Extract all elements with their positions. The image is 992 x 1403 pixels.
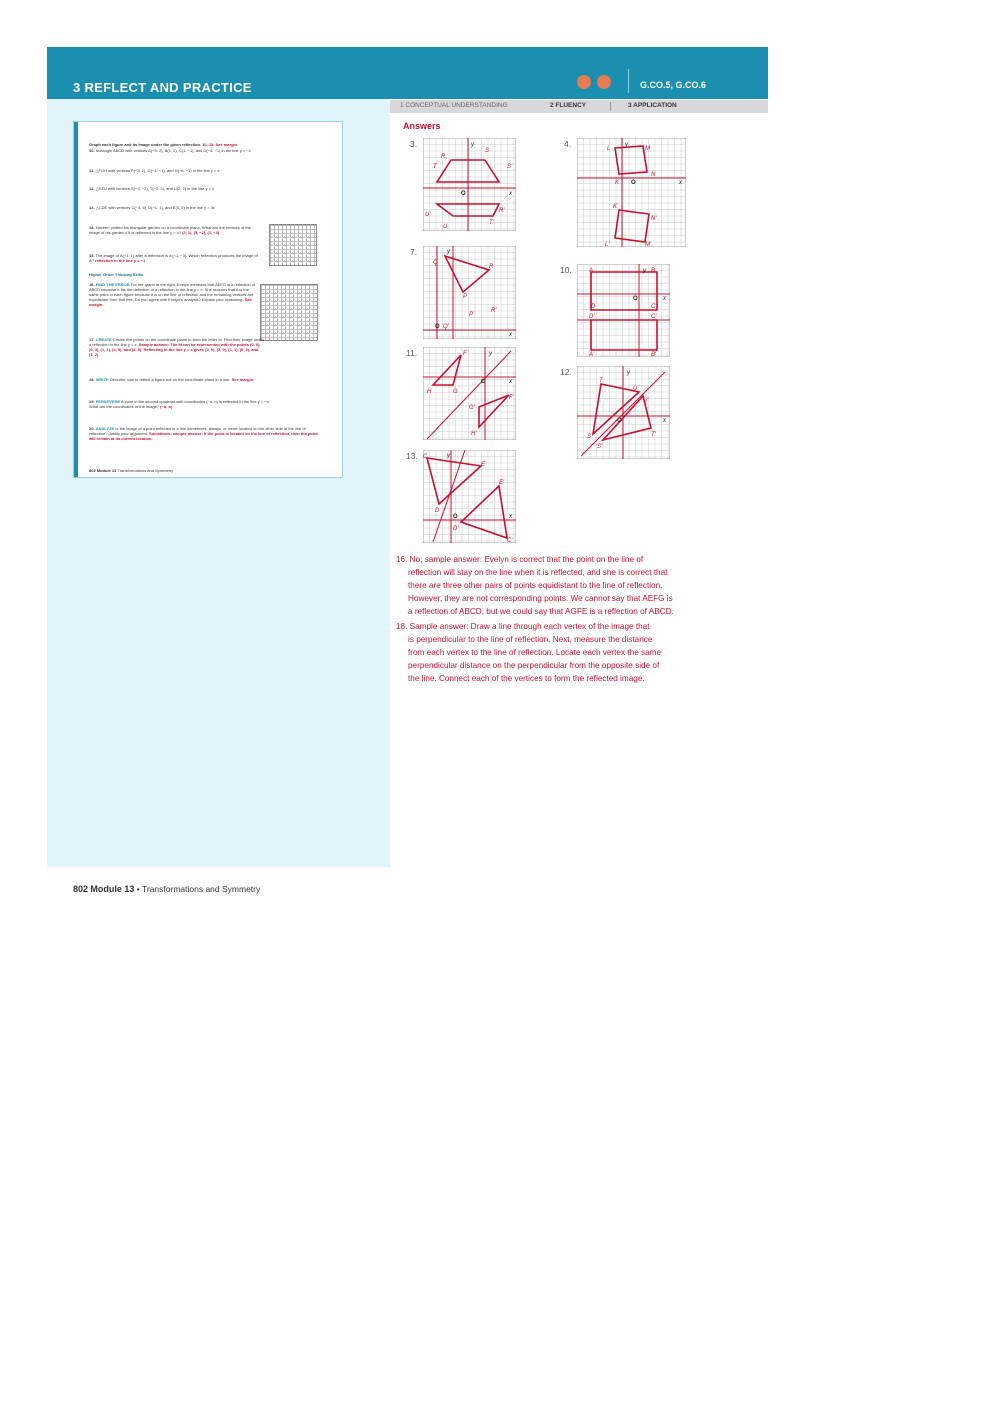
answer-18-line-3: from each vertex to the line of reflection. Locate each vertex the same <box>408 648 662 657</box>
item-num: 20. <box>89 426 95 431</box>
item-text: Describe how to reflect a figure not on the coordinate plane in a line. <box>109 377 231 382</box>
label-C-prime: C' <box>651 314 657 320</box>
item-num: 17. <box>89 337 95 342</box>
graph-16-thumbnail <box>260 284 318 341</box>
label-G-prime: G' <box>469 405 475 411</box>
item-18 <box>89 377 254 382</box>
label-D-prime: D' <box>589 314 595 320</box>
item-17 <box>89 337 264 357</box>
label-T-prime: T' <box>651 432 656 438</box>
section-title: 3 REFLECT AND PRACTICE <box>73 80 252 95</box>
label-K-prime: K' <box>613 204 619 210</box>
answer-18-line-4: perpendicular distance on the perpendicular from the opposite side of <box>408 661 660 670</box>
thumbnail-edge <box>74 122 78 477</box>
label-A-prime: A' <box>589 352 595 357</box>
answer-16-text: No; sample answer: Evelyn is correct that the point on the line of <box>409 555 644 564</box>
label-Q-prime: Q' <box>443 324 449 330</box>
item-num: 16. <box>89 282 95 287</box>
item-text: △FGH with vertices F(−3, 2), G(−4, −1), and H(−6, −1) in the line y = x <box>95 168 220 173</box>
answer-18 <box>396 620 716 685</box>
answer-18-text: Sample answer: Draw a line through each vertex of the image that <box>409 622 650 631</box>
thumb-title: Transformations and Symmetry <box>117 468 174 473</box>
label-C-prime: C' <box>507 538 513 543</box>
label-S: S <box>485 148 490 154</box>
level-conceptual: 1 CONCEPTUAL UNDERSTANDING <box>400 102 508 109</box>
label-origin: O <box>633 296 638 302</box>
hots-heading: Higher-Order Thinking Skills <box>89 272 144 277</box>
label-origin: O <box>617 418 622 424</box>
answer-number-13: 13. <box>406 451 418 461</box>
directions-text: Graph each figure and its image under the given reflection. <box>89 142 202 147</box>
answers-title: Answers <box>403 121 441 131</box>
level-divider <box>610 102 611 111</box>
answer-16-line-2: reflection will stay on the line when it is reflected, and she is correct that <box>408 568 668 577</box>
answer-18-line-5: the line. Connect each of the vertices to form the reflected image. <box>408 674 645 683</box>
label-y: y <box>625 142 628 148</box>
item-text: For the graph at the right, Evelyn mentions that AEFG is a reflection of ABCD because it fits the definition of a reflection in the line y = x. She reasons that A is the same point in each figure because it is on the line of reflection and the remaining vertices are equidistant from that line. Do you agree with Evelyn's analysis? Explain your reasoning. <box>89 282 256 302</box>
item-text: rectangle ABCD with vertices A(−5, 2), B(1, 2), C(1, −1), and D(−5, −1) in the line y = −2 <box>95 148 251 153</box>
item-12 <box>89 186 214 191</box>
label-U-prime: U' <box>643 398 649 404</box>
page-number: 802 <box>73 884 89 894</box>
item-13 <box>89 205 215 210</box>
label-N-prime: N' <box>651 216 657 222</box>
label-F: F <box>463 351 467 357</box>
item-answer: See margin. <box>89 297 252 307</box>
label-y: y <box>643 268 646 274</box>
label-R: R <box>489 264 494 270</box>
graph-11 <box>423 347 516 440</box>
graph-4 <box>577 138 686 247</box>
item-20 <box>89 426 319 441</box>
item-answer: Sometimes; sample answer: If the point is located on the line of reflection, then the point will remain at its current location. <box>89 431 318 441</box>
directions <box>89 142 238 147</box>
answer-number-10: 10. <box>560 265 572 275</box>
answer-18-num: 18. <box>396 622 408 631</box>
directions-note: 10–13. See margin. <box>202 142 239 147</box>
thumbnail-footer <box>89 468 173 473</box>
thumb-page-number: 802 <box>89 468 96 473</box>
answer-16-line-1 <box>396 553 716 566</box>
item-text: A point in the second quadrant with coordinates (−a, b) is reflected in the line y = −x. What are the coordinates of the image? <box>89 399 270 409</box>
label-Q: Q <box>433 260 438 266</box>
graph-7 <box>423 246 516 339</box>
label-T-prime: T' <box>489 220 494 226</box>
label-origin: O <box>435 324 440 330</box>
standards-label: G.CO.5, G.CO.6 <box>640 80 707 90</box>
pair-icon <box>597 75 611 89</box>
item-label: PERSEVERE <box>95 399 121 404</box>
label-origin: O <box>631 180 636 186</box>
label-L-prime: L' <box>605 242 610 247</box>
item-11 <box>89 168 219 173</box>
grouping-icons <box>577 75 611 89</box>
label-G: G <box>453 389 458 395</box>
item-label: ANALYZE <box>95 426 115 431</box>
item-19 <box>89 399 279 409</box>
label-T: T <box>433 164 437 170</box>
label-K: K <box>615 180 620 186</box>
label-C: C <box>423 454 428 460</box>
label-P: P <box>463 294 468 300</box>
item-label: CREATE <box>95 337 112 342</box>
thumb-module: Module 13 <box>96 468 117 473</box>
label-U: U <box>443 224 448 230</box>
graph-14-thumbnail <box>269 224 317 266</box>
label-x: x <box>509 332 512 338</box>
label-H-prime: H' <box>471 431 477 437</box>
banner-divider <box>628 69 629 93</box>
item-num: 13. <box>89 205 95 210</box>
label-E: E <box>481 462 486 468</box>
item-text: Naveen plotted his triangular garden on a coordinate plane. What are the vertices of the image of his garden if it is reflected in the line y = x? <box>89 225 251 235</box>
item-text: △CDE with vertices C(−3, 6), D(−1, 1), and E(3, 5) in the line y = 3x <box>95 205 215 210</box>
module-title: Transformations and Symmetry <box>142 884 261 894</box>
label-P-prime: P' <box>469 312 475 318</box>
label-M-prime: M' <box>645 242 652 247</box>
label-origin: O <box>453 514 458 520</box>
item-num: 10. <box>89 148 95 153</box>
answer-number-3: 3. <box>410 139 418 149</box>
answer-number-7: 7. <box>410 247 418 257</box>
label-x: x <box>509 514 512 520</box>
item-num: 15. <box>89 253 95 258</box>
student-page-thumbnail <box>73 121 343 478</box>
label-H: H <box>427 389 432 395</box>
answer-18-line-2: is perpendicular to the line of reflection. Next, measure the distance <box>408 635 653 644</box>
graph-10 <box>577 264 670 357</box>
label-B-prime: B' <box>651 352 657 357</box>
label-x: x <box>679 180 682 186</box>
item-label: FIND THE ERROR <box>95 282 130 287</box>
label-M: M <box>645 146 650 152</box>
answer-16 <box>396 553 716 618</box>
item-answer: (2, 1), (5, −2), (1, −3) <box>182 230 220 235</box>
label-origin: O <box>461 191 466 197</box>
answer-number-11: 11. <box>406 348 418 358</box>
label-y: y <box>627 370 630 376</box>
level-bar <box>390 100 768 113</box>
label-S: S <box>587 434 592 440</box>
answer-16-num: 16. <box>396 555 408 564</box>
label-R-prime: R' <box>491 308 497 314</box>
item-answer: Sample answer: The M can be represented with the points (0, 0), (0, 3), (1, 1), (2, 0), and (2, 3). Reflecting in the line y = x gives (0, 0), (3, 0), (1, 1), (0, 2), and (3, 2). <box>89 342 261 357</box>
label-y: y <box>447 249 450 255</box>
answer-number-12: 12. <box>560 367 572 377</box>
graph-13 <box>423 450 516 543</box>
label-R-prime: R' <box>499 208 505 214</box>
answer-16-line-4: However, they are not corresponding points. We cannot say that AEFG is <box>408 594 673 603</box>
label-A: A <box>589 268 594 274</box>
item-text: △STU with vertices S(−3, −2), T(−2, 3), and U(2, 2) in the line y = x <box>95 186 215 191</box>
item-text: Create five points on the coordinate plane to form the letter M. Find their image under a reflection in the line y = x. <box>89 337 264 347</box>
graph-12 <box>577 366 670 459</box>
item-num: 12. <box>89 186 95 191</box>
module-label: Module 13 <box>90 884 135 894</box>
label-S-prime: S' <box>597 444 603 450</box>
label-y: y <box>471 142 474 148</box>
level-fluency: 2 FLUENCY <box>550 102 587 109</box>
item-num: 11. <box>89 168 95 173</box>
label-S-prime: S' <box>507 164 513 170</box>
label-D: D <box>591 304 596 310</box>
label-origin: O <box>481 379 486 385</box>
answer-18-line-1 <box>396 620 716 633</box>
label-x: x <box>663 296 666 302</box>
page-footer <box>73 884 260 894</box>
label-x: x <box>509 191 512 197</box>
item-16 <box>89 282 259 307</box>
footer-bullet: • <box>136 884 140 894</box>
person-icon <box>577 75 591 89</box>
label-E-prime: E' <box>499 480 505 486</box>
item-14 <box>89 225 259 235</box>
section-banner <box>47 47 768 99</box>
label-N: N <box>651 172 656 178</box>
label-B: B <box>651 268 656 274</box>
item-answer: See margin. <box>231 377 255 382</box>
label-R: R <box>441 154 446 160</box>
label-L: L <box>607 146 611 152</box>
label-U-prime: U' <box>425 212 431 218</box>
answer-16-line-5: a reflection of ABCD, but we could say that AGFE is a reflection of ABCD. <box>408 607 674 616</box>
label-y: y <box>489 351 492 357</box>
item-num: 19. <box>89 399 95 404</box>
level-application: 3 APPLICATION <box>628 102 677 109</box>
item-15 <box>89 253 259 263</box>
label-y: y <box>447 453 450 459</box>
label-F-prime: F' <box>509 395 514 401</box>
item-answer: reflection in the line y = −1 <box>95 258 146 263</box>
item-num: 18. <box>89 377 95 382</box>
label-D: D <box>435 508 440 514</box>
item-label: WRITE <box>95 377 109 382</box>
item-num: 14. <box>89 225 95 230</box>
item-10 <box>89 148 251 153</box>
graph-3 <box>423 138 516 231</box>
label-T: T <box>599 378 603 384</box>
label-C: C <box>651 304 656 310</box>
item-text: Is the image of a point reflected in a line sometimes, always, or never located on the other side of the line of reflection? Justify your argument. <box>89 426 306 436</box>
label-x: x <box>509 379 512 385</box>
label-U: U <box>633 386 638 392</box>
item-text: The image of A(−1, 1) after a reflection is A'(−1, −3). Which reflection produces the image of A? <box>89 253 258 263</box>
label-x: x <box>663 418 666 424</box>
item-answer: (−b, a) <box>160 404 173 409</box>
answer-number-4: 4. <box>564 139 572 149</box>
label-D-prime: D' <box>453 526 459 532</box>
answer-16-line-3: there are three other pairs of points equidistant to the line of reflection. <box>408 581 663 590</box>
